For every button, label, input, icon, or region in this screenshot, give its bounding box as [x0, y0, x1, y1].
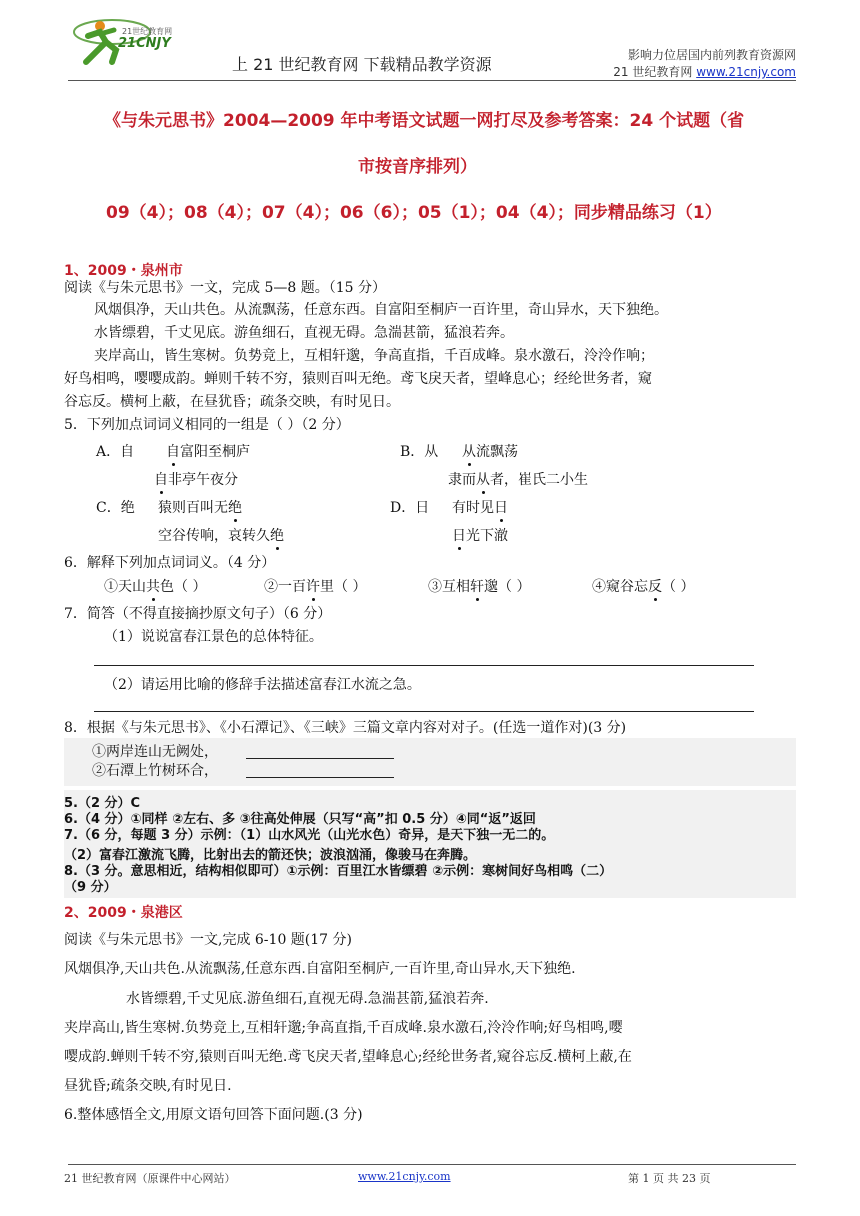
- q5-option-c-1: 猿则百叫无绝: [158, 500, 242, 516]
- dotted-word: 自: [154, 472, 168, 488]
- passage1-p3a: 夹岸高山，皆生寒树。负势竞上，互相轩邈，争高直指，千百成峰。泉水激石，泠泠作响；: [94, 348, 654, 364]
- answer-6: 6.（4 分）①同样 ②左右、多 ③往高处伸展（只写“高”扣 0.5 分）④同“返”返回: [64, 812, 536, 827]
- section-heading-1: 1、2009・泉州市: [64, 263, 183, 279]
- passage1-p1: 风烟俱净，天山共色。从流飘荡，任意东西。自富阳至桐庐一百许里，奇山异水，天下独绝。: [94, 302, 668, 318]
- q5-option-d-label: D．日: [390, 500, 430, 516]
- q5-option-a-2: 自非亭午夜分: [154, 472, 238, 488]
- q5-option-b-1: 从流飘荡: [462, 444, 518, 460]
- answer-7-part2: （2）富春江激流飞腾，比射出去的箭还快；波浪汹涌，像骏马在奔腾。: [64, 848, 477, 863]
- header-divider: [68, 80, 796, 81]
- q5-option-d-1: 有时见日: [452, 500, 508, 516]
- passage1-p2: 水皆缥碧，千丈见底。游鱼细石，直视无碍。急湍甚箭，猛浪若奔。: [94, 325, 514, 341]
- header-right-line1: 影响力位居国内前列教育资源网: [627, 48, 796, 62]
- dotted-word: 任选一道: [498, 720, 555, 736]
- q7-part-1: （1）说说富春江景色的总体特征。: [104, 629, 323, 645]
- q5-option-a-1: 自富阳至桐庐: [166, 444, 250, 460]
- answer-box: [64, 790, 796, 898]
- dotted-word: 从: [462, 444, 476, 460]
- logo-text-en: 21CNJY: [118, 36, 171, 51]
- answer-line[interactable]: [94, 665, 754, 666]
- section2-intro: 阅读《与朱元思书》一文,完成 6-10 题(17 分): [64, 932, 352, 948]
- answer-8: 8.（3 分。意思相近，结构相似即可）①示例：百里江水皆缥碧 ②示例：寒树间好鸟相鸣（二）: [64, 864, 613, 879]
- footer-left: 21 世纪教育网（原课件中心网站）: [64, 1172, 236, 1185]
- q5-option-d-2: 日光下澈: [452, 528, 508, 544]
- question-8: 8．根据《与朱元思书》、《小石潭记》、《三峡》三篇文章内容对对子。(任选一道作对)(3 分): [64, 720, 627, 736]
- section1-intro: 阅读《与朱元思书》一文，完成 5—8 题。（15 分）: [64, 280, 386, 296]
- dotted-word: 共: [146, 579, 160, 595]
- q5-option-b-2: 隶而从者，崔氏二小生: [448, 472, 588, 488]
- question-6: 6．解释下列加点词词义。（4 分）: [64, 555, 276, 571]
- answer-line[interactable]: [246, 777, 394, 778]
- q6-item-4: ④窥谷忘反（ ）: [592, 579, 695, 595]
- question-7: 7．简答（不得直接摘抄原文句子）（6 分）: [64, 606, 332, 622]
- q6-item-1: ①天山共色（ ）: [104, 579, 207, 595]
- q8-couplet-1: ①两岸连山无阙处，: [92, 744, 218, 760]
- footer-divider: [68, 1164, 796, 1165]
- passage2-p3b: 嘤成韵.蝉则千转不穷,猿则百叫无绝.鸢飞戾天者,望峰息心;经纶世务者,窥谷忘反.横柯上蔽,在: [64, 1049, 632, 1065]
- q5-option-c-2: 空谷传响，哀转久绝: [158, 528, 284, 544]
- answer-5: 5.（2 分）C: [64, 796, 141, 811]
- logo-text-cn: 21世纪教育网: [122, 27, 173, 36]
- q6-item-3: ③互相轩邈（ ）: [428, 579, 531, 595]
- doc-title-line2: 市按音序排列）: [358, 157, 477, 177]
- header-site-link[interactable]: www.21cnjy.com: [696, 65, 796, 79]
- doc-title-line3: 09（4）；08（4）；07（4）；06（6）；05（1）；04（4）；同步精品练习（1）: [106, 203, 722, 223]
- q5-option-b-label: B．从: [400, 444, 439, 460]
- question-5: 5．下列加点词词义相同的一组是（ ）（2 分）: [64, 417, 350, 433]
- dotted-word: 日: [494, 500, 508, 516]
- passage1-p3b: 好鸟相鸣，嘤嘤成韵。蝉则千转不穷，猿则百叫无绝。鸢飞戾天者，望峰息心；经纶世务者，窥: [64, 371, 652, 387]
- doc-title-line1: 《与朱元思书》2004—2009 年中考语文试题一网打尽及参考答案：24 个试题（省: [104, 111, 745, 131]
- answer-8-cont: （9 分）: [64, 880, 117, 895]
- dotted-word: 自: [166, 444, 180, 460]
- passage2-p1: 风烟俱净,天山共色.从流飘荡,任意东西.自富阳至桐庐,一百许里,奇山异水,天下独绝.: [64, 961, 576, 977]
- q5-option-a-label: A．自: [96, 444, 135, 460]
- dotted-word: 轩: [470, 579, 484, 595]
- q6-item-2: ②一百许里（ ）: [264, 579, 367, 595]
- q5-option-c-label: C．绝: [96, 500, 135, 516]
- dotted-word: 从: [476, 472, 490, 488]
- passage2-p3c: 昼犹昏;疏条交映,有时见日.: [64, 1078, 232, 1094]
- dotted-word: 绝: [270, 528, 284, 544]
- answer-line[interactable]: [94, 711, 754, 712]
- dotted-word: 反: [648, 579, 662, 595]
- footer-link[interactable]: www.21cnjy.com: [358, 1170, 451, 1183]
- section-heading-2: 2、2009・泉港区: [64, 905, 183, 921]
- dotted-word: 绝: [228, 500, 242, 516]
- dotted-word: 许: [306, 579, 320, 595]
- answer-7: 7.（6 分，每题 3 分）示例：（1）山水风光（山光水色）奇异，是天下独一无二的。: [64, 828, 555, 843]
- passage2-p2: 水皆缥碧,千丈见底.游鱼细石,直视无碍.急湍甚箭,猛浪若奔.: [126, 991, 489, 1007]
- q8-couplet-2: ②石潭上竹树环合，: [92, 763, 218, 779]
- answer-line[interactable]: [246, 758, 394, 759]
- header-slogan: 上 21 世纪教育网 下载精品教学资源: [232, 55, 492, 74]
- passage1-p3c: 谷忘反。横柯上蔽，在昼犹昏；疏条交映，有时见日。: [64, 394, 400, 410]
- section2-question-6: 6.整体感悟全文,用原文语句回答下面问题.(3 分): [64, 1107, 363, 1123]
- dotted-word: 日: [452, 528, 466, 544]
- header-site-name: 21 世纪教育网: [613, 65, 697, 79]
- header-right-line2: [613, 63, 796, 80]
- q7-part-2: （2）请运用比喻的修辞手法描述富春江水流之急。: [104, 677, 421, 693]
- site-logo: [66, 14, 184, 74]
- page-number: 第 1 页 共 23 页: [628, 1172, 711, 1185]
- passage2-p3a: 夹岸高山,皆生寒树.负势竞上,互相轩邈;争高直指,千百成峰.泉水激石,泠泠作响;好鸟相鸣,嘤: [64, 1020, 623, 1036]
